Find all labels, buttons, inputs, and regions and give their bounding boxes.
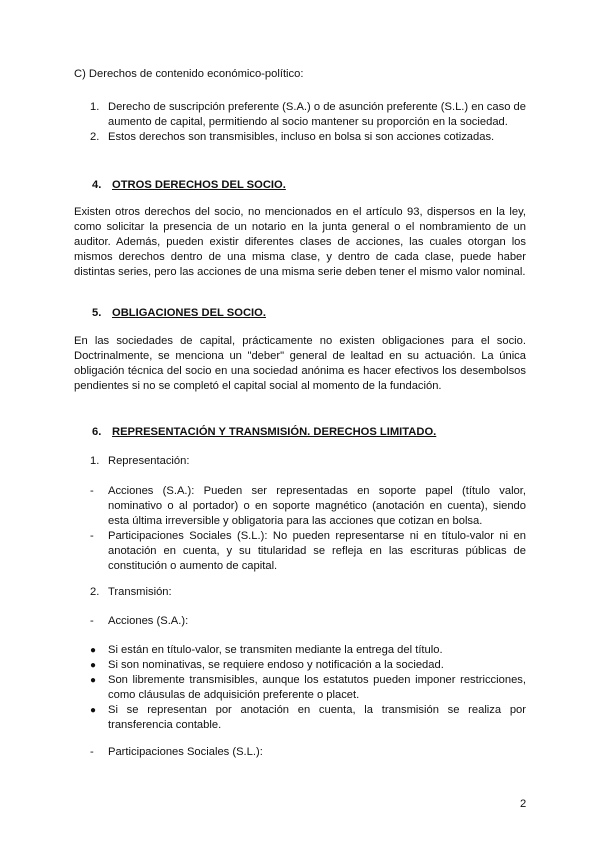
section-c-title: C) Derechos de contenido económico-político:: [74, 68, 304, 80]
list-item: [74, 529, 526, 574]
section-4-body: Existen otros derechos del socio, no mencionados en el artículo 93, dispersos en la ley, como solicitar la presencia de un notario en la junta general o el nombramiento de un auditor. Además, pueden existir diferentes clases de acciones, las cuales otorgan los mismos derechos dentro de una misma clase, y dentro de cada clase, puede haber distintas series, pero las acciones de una misma serie deben tener el mismo valor nominal.: [74, 206, 526, 278]
list-item: [74, 658, 526, 673]
list-item: [74, 484, 526, 529]
dash-marker: -: [90, 530, 94, 542]
heading-text: OBLIGACIONES DEL SOCIO.: [112, 307, 266, 319]
list-number: 1.: [90, 101, 100, 113]
list-item: [74, 130, 526, 145]
acciones-bullets: [74, 643, 526, 733]
list-number: 2.: [90, 586, 100, 598]
heading-number: 5.: [92, 307, 102, 319]
section-c-list: [74, 100, 526, 145]
bullet-marker: ●: [90, 675, 97, 686]
list-number: 1.: [90, 455, 100, 467]
section-5-body: En las sociedades de capital, prácticamente no existen obligaciones para el socio. Doctrinalmente, se menciona un "deber" general de lealtad en su actuación. La única obligación técnica del socio en una sociedad anónima es hacer efectivos los desembolsos pendientes si no se completó el capital social al momento de la fundación.: [74, 335, 526, 392]
acciones-label: [74, 614, 526, 629]
list-item: [74, 100, 526, 130]
bullet-marker: ●: [90, 660, 97, 671]
list-text: Participaciones Sociales (S.L.):: [108, 746, 263, 758]
transmision-title: [74, 585, 526, 600]
bullet-marker: ●: [90, 705, 97, 716]
list-text: Son libremente transmisibles, aunque los estatutos pueden imponer restricciones, como cláusulas de adquisición preferente o placet.: [108, 674, 526, 701]
participaciones-label: [74, 745, 526, 760]
heading-text: OTROS DERECHOS DEL SOCIO.: [112, 179, 286, 191]
list-item: [74, 703, 526, 733]
heading-number: 4.: [92, 179, 102, 191]
list-item: [74, 673, 526, 703]
section-4-heading: [92, 178, 286, 193]
dash-marker: -: [90, 746, 94, 758]
heading-number: 6.: [92, 426, 102, 438]
bullet-marker: ●: [90, 645, 97, 656]
list-text: Participaciones Sociales (S.L.): No pueden representarse ni en título-valor ni en anotación en cuenta, y su titularidad se refleja en las escrituras públicas de constitución o aumento de capital.: [108, 530, 526, 572]
page-number: 2: [520, 798, 527, 810]
dash-marker: -: [90, 615, 94, 627]
list-text: Si se representan por anotación en cuenta, la transmisión se realiza por transferencia contable.: [108, 704, 526, 731]
list-text: Acciones (S.A.):: [108, 615, 189, 627]
list-item: [74, 643, 526, 658]
section-5-heading: [92, 306, 266, 321]
list-text: Estos derechos son transmisibles, incluso en bolsa si son acciones cotizadas.: [108, 131, 495, 143]
list-text: Derecho de suscripción preferente (S.A.) o de asunción preferente (S.L.) en caso de aumento de capital, permitiendo al socio mantener su proporción en la sociedad.: [108, 101, 526, 128]
dash-marker: -: [90, 485, 94, 497]
representacion-title: [74, 454, 526, 469]
list-text: Representación:: [108, 455, 190, 467]
representacion-list: [74, 484, 526, 574]
list-text: Si están en título-valor, se transmiten mediante la entrega del título.: [108, 644, 443, 656]
list-number: 2.: [90, 131, 100, 143]
list-text: Si son nominativas, se requiere endoso y notificación a la sociedad.: [108, 659, 444, 671]
list-text: Acciones (S.A.): Pueden ser representadas en soporte papel (título valor, nominativo o al portador) o en soporte magnético (anotación en cuenta), siendo esta última irreversible y obligatoria para las acciones que cotizan en bolsa.: [108, 485, 526, 527]
section-6-heading: [92, 425, 436, 440]
list-text: Transmisión:: [108, 586, 172, 598]
heading-text: REPRESENTACIÓN Y TRANSMISIÓN. DERECHOS LIMITADO.: [112, 426, 437, 438]
